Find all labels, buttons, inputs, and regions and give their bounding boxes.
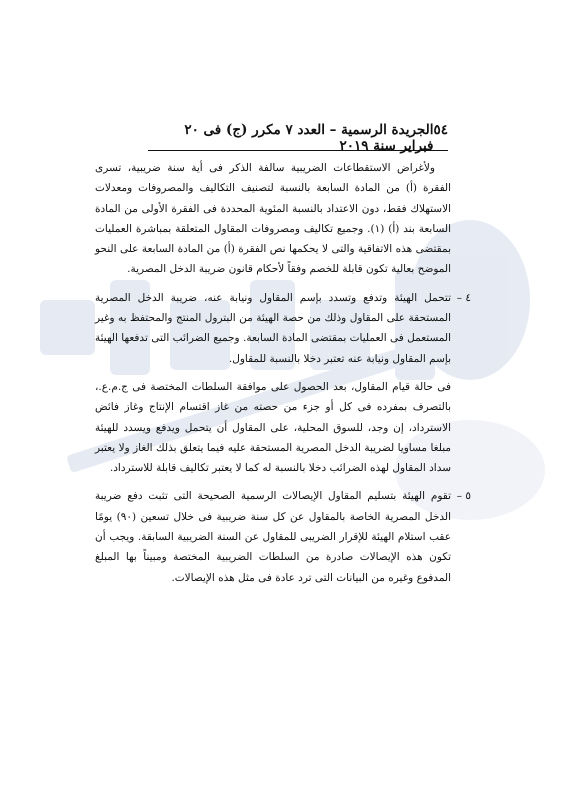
paragraph-gas-disposal: فى حالة قيام المقاول، بعد الحصول على موافقة السلطات المختصة فى ج.م.ع.، بالتصرف بمفرده فى كل أو جزء من حصته من غاز اقتسام الإنتاج وغاز فائض الاسترداد، إن وجد، للسوق المحلية، على المقاول أن يتحمل ويدفع ويسدد للهيئة مبلغا مساويا لضريبة الدخل المصرية المستحقة عليه فيما يتعلق بذلك الغاز ولا يعتبر سداد المقاول لهذه الضرائب دخلا بالنسبة له كما لا يعتبر تكاليف قابلة للاسترداد. <box>95 380 451 475</box>
paragraph-tax-deductions: ولأغراض الاستقطاعات الضريبية سالفة الذكر فى أية سنة ضريبية، تسرى الفقرة (أ) من المادة السابعة بالنسبة لتصنيف التكاليف والمصروفات ومعدلات الاستهلاك فقط، دون الاعتداد بالنسبة المئوية المحددة فى الفقرة الأولى من المادة السابعة بند (أ) (١). وجميع تكاليف ومصروفات المقاول المتعلقة بمباشرة العمليات بمقتضى هذه الاتفاقية والتى لا يحكمها نص الفقرة (أ) من المادة السابعة على النحو الموضح بعالية تكون قابلة للخصم وفقاً لأحكام قانون ضريبة الدخل المصرية. <box>95 162 452 276</box>
clause-4-text: تتحمل الهيئة وتدفع وتسدد بإسم المقاول ونيابة عنه، ضريبة الدخل المصرية المستحقة على المقاول وذلك من حصة الهيئة من البترول المنتج والمحتفظ به وغير المستعمل فى العمليات بمقتضى المادة السابعة. وجميع الضرائب التى تدفعها الهيئة بإسم المقاول ونيابة عنه تعتبر دخلا بالنسبة للمقاول. <box>95 291 451 365</box>
clause-4 <box>95 288 471 369</box>
header-divider <box>148 150 448 151</box>
page-number: ٥٤ <box>433 122 448 138</box>
clause-5-number: ٥ – <box>456 490 471 503</box>
document-body <box>95 158 471 588</box>
clause-5 <box>95 486 471 587</box>
clause-4-number: ٤ – <box>456 291 471 304</box>
clause-5-text: تقوم الهيئة بتسليم المقاول الإيصالات الرسمية الصحيحة التى تثبت دفع ضريبة الدخل المصرية الخاصة بالمقاول عن كل سنة ضريبية فى خلال تسعين (٩٠) يومًا عقب استلام الهيئة للإقرار الضريبى للمقاول عن السنة الضريبية السابقة. ويجب أن تكون هذه الإيصالات صادرة من السلطات الضريبية المختصة ومبيناً بها المبلغ المدفوع وغيره من البيانات التى ترد عادة فى مثل هذه الإيصالات. <box>95 490 451 584</box>
gazette-title: الجريدة الرسمية – العدد ٧ مكرر (ج) فى ٢٠ فبراير سنة ٢٠١٩ <box>184 122 434 154</box>
